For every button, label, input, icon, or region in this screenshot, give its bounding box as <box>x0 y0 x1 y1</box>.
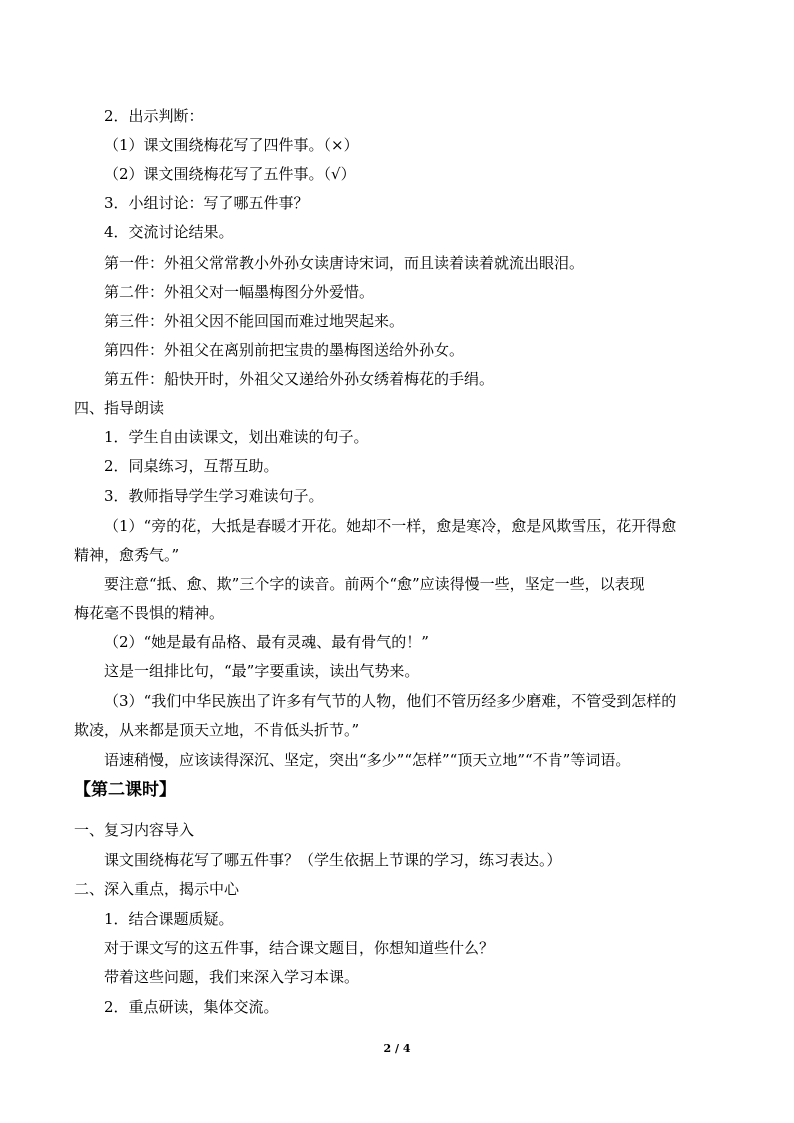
text-line: 对于课文写的这五件事，结合课文题目，你想知道些什么？ <box>104 939 495 957</box>
text-line: 2．重点研读，集体交流。 <box>104 998 279 1016</box>
text-line: 要注意“抵、愈、欺”三个字的读音。前两个“愈”应读得慢一些，坚定一些，以表现 <box>104 575 645 593</box>
text-line: 4．交流讨论结果。 <box>104 223 234 241</box>
text-line: 2．同桌练习，互帮互助。 <box>104 457 279 475</box>
text-line: 1．学生自由读课文，划出难读的句子。 <box>104 428 369 446</box>
text-line: （2）“她是最有品格、最有灵魂、最有骨气的！” <box>104 633 429 651</box>
page-number: 2 / 4 <box>383 1042 411 1055</box>
text-line: 课文围绕梅花写了哪五件事？（学生依据上节课的学习，练习表达。） <box>104 851 562 869</box>
text-line: （1）课文围绕梅花写了四件事。（×） <box>104 136 359 154</box>
text-line: 1．结合课题质疑。 <box>104 910 234 928</box>
section-heading: 一、复习内容导入 <box>74 821 195 839</box>
lesson-heading: 【第二课时】 <box>74 780 176 800</box>
text-line: （1）“旁的花，大抵是春暖才开花。她却不一样，愈是寒冷，愈是风欺雪压，花开得愈 <box>104 517 677 535</box>
text-line: 第一件：外祖父常常教小外孙女读唐诗宋词，而且读着读着就流出眼泪。 <box>104 254 585 272</box>
text-line: 3．小组讨论：写了哪五件事？ <box>104 194 309 212</box>
section-heading: 四、指导朗读 <box>74 399 165 417</box>
text-line: 第二件：外祖父对一幅墨梅图分外爱惜。 <box>104 283 375 301</box>
text-line: （2）课文围绕梅花写了五件事。（√） <box>104 165 356 183</box>
text-line: （3）“我们中华民族出了许多有气节的人物，他们不管历经多少磨难，不管受到怎样的 <box>104 692 677 710</box>
text-line: 第五件：船快开时，外祖父又递给外孙女绣着梅花的手绢。 <box>104 370 495 388</box>
text-line: 2．出示判断： <box>104 107 204 125</box>
text-line: 欺凌，从来都是顶天立地，不肯低头折节。” <box>74 721 360 739</box>
text-line: 这是一组排比句，“最”字要重读，读出气势来。 <box>104 662 420 680</box>
text-line: 第四件：外祖父在离别前把宝贵的墨梅图送给外孙女。 <box>104 341 465 359</box>
text-line: 第三件：外祖父因不能回国而难过地哭起来。 <box>104 312 405 330</box>
text-line: 梅花毫不畏惧的精神。 <box>74 604 225 622</box>
text-line: 语速稍慢，应该读得深沉、坚定，突出“多少”“怎样”“顶天立地”“不肯”等词语。 <box>104 751 631 769</box>
text-line: 3．教师指导学生学习难读句子。 <box>104 487 324 505</box>
text-line: 精神，愈秀气。” <box>74 546 180 564</box>
section-heading: 二、深入重点，揭示中心 <box>74 880 240 898</box>
text-line: 带着这些问题，我们来深入学习本课。 <box>104 968 360 986</box>
